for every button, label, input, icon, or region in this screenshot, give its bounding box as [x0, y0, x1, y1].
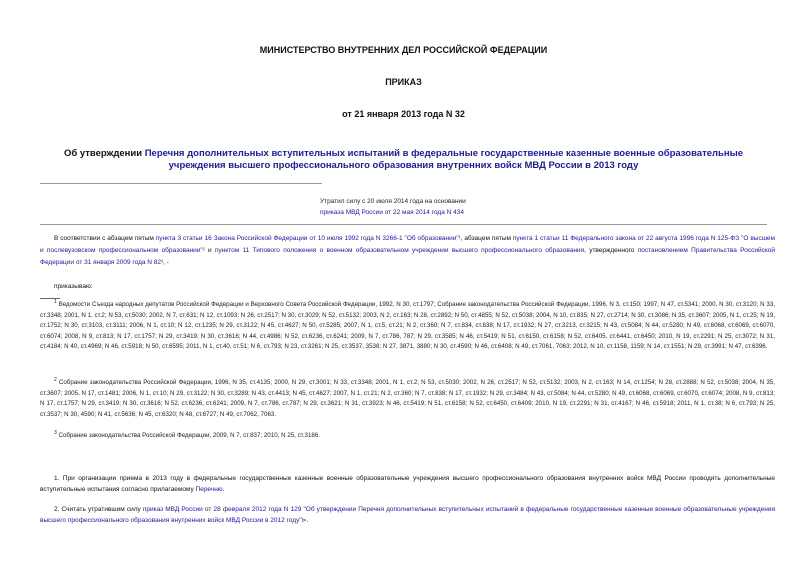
preamble-link-typical-regulation[interactable]: пунктом 11 Типового положения о военном образовательном учреждении высшего профессионального образования: [215, 247, 585, 254]
preamble-link-federal-law[interactable]: пункта 1 статьи 11 Федерального закона от 22 августа 1996 года N 125-ФЗ "О высшем и послевузовском профессиональном образовании": [40, 235, 775, 254]
footnote-number-icon: 2: [54, 376, 57, 383]
paragraph-1-end: .: [222, 486, 225, 493]
title-divider: [40, 183, 322, 184]
preamble-link-education-law[interactable]: пункта 3 статьи 16 Закона Российской Федерации от 10 июля 1992 года N 3266-1 "Об образовании": [155, 235, 459, 242]
status-note-text: Утратил силу с 20 июля 2014 года на основании: [320, 198, 466, 205]
orders-word: приказываю:: [54, 283, 93, 290]
preamble-link-government-decree[interactable]: постановлением Правительства Российской Федерации от 31 января 2009 года N 82: [40, 247, 775, 266]
footnote-number-icon: 3: [54, 429, 57, 436]
title-prefix: Об утверждении: [63, 148, 145, 159]
paragraph-2-end: .: [306, 517, 309, 524]
preamble-text-5: , -: [163, 259, 169, 266]
paragraph-2-text: 2. Считать утратившим силу: [54, 506, 143, 513]
preamble-text-2: , абзацем пятым: [460, 235, 513, 242]
status-note-link[interactable]: приказа МВД России от 22 мая 2014 года N 434: [320, 209, 464, 216]
paragraph-1-text: 1. При организации приема в 2013 году в федеральные государственные казенные военные образовательные учреждения высшего профессионального образования внутренних войск МВД России проводить дополнительные вступительные испытания согласно прилагаемому: [40, 475, 775, 493]
document-title: [40, 148, 767, 172]
footnote-1: [40, 300, 775, 353]
info-marker-icon: ⊳: [301, 518, 307, 524]
footnote-2-text: Собрание законодательства Российской Федерации, 1996, N 35, ст.4135; 2000, N 29, ст.3001; N 33, ст.3348; 2001, N 1, ст.2; N 53, ст.5030; 2002, N 26, ст.2517; N 52, ст.5132; 2003, N 2, ст.163; N 14, ст.1254; N 28, ст.2888; N 52, ст.5038; 2004, N 35, ст.3607; 2005, N 17, ст.1481; 2006, N 1, ст.10; N 29, ст.3122; N 30, ст.3289; N 43, ст.4413; N 45, ст.4627; 2007, N 1, ст.21; N 2, ст.360; N 7, ст.838; N 17, ст.1932; N 29, ст.3484; N 43, ст.5084; N 44, ст.5280; N 49, ст.6068, ст.6069, ст.6070, ст.6074; 2008, N 9, ст.813; N 17, ст.1757; N 29, ст.3419; N 30, ст.3616; N 52, ст.6236, ст.6241; 2009, N 7, ст.786, ст.787; N 29, ст.3621; N 31, ст.3923; N 46, ст.5419; N 51, ст.6158; N 52, ст.6450, ст.6409; 2010, N 19, ст.2291; N 31, ст.4167; N 46, ст.5918; 2011, N 1, ст.38; N 6, ст.793; N 25, ст.3537; N 30, 4590; N 41, ст.5636; N 45, ст.6320; N 48, ст.6727; N 49, ст.7062, 7063.: [40, 379, 775, 418]
document-type-heading: ПРИКАЗ: [385, 77, 422, 87]
status-note: [320, 196, 760, 218]
footnote-divider: [40, 298, 60, 299]
footnote-number-icon: 1: [54, 298, 57, 305]
preamble-paragraph: [40, 233, 775, 269]
appendix-list-link[interactable]: Перечню: [195, 486, 223, 493]
document-date: от 21 января 2013 года N 32: [342, 109, 465, 119]
footnote-marker-icon: ²: [202, 248, 205, 254]
footnote-marker-icon: ¹: [458, 236, 461, 242]
title-link[interactable]: Перечня дополнительных вступительных испытаний в федеральные государственные казенные военные образовательные учреждения высшего профессионального образования внутренних войск МВД России в 2013 году: [144, 148, 744, 171]
footnote-3-text: Собрание законодательства Российской Федерации, 2009, N 7, ст.837; 2010, N 25, ст.3186.: [58, 432, 321, 439]
preamble-text-4: , утвержденного: [584, 247, 638, 254]
footnote-2: [40, 378, 775, 420]
footnote-3: [40, 431, 775, 442]
preamble-text-1: В соответствии с абзацем пятым: [54, 235, 156, 242]
status-divider: [40, 224, 767, 225]
footnote-1-text: Ведомости Съезда народных депутатов Российской Федерации и Верховного Совета Российской Федерации, 1992, N 30, ст.1797; Собрание законодательства Российской Федерации, 1996, N 3, ст.150; 1997, N 47, ст.5341; 2000, N 30, ст.3120; N 33, ст.3348; 2001, N 1, ст.2; N 53, ст.5030; 2002, N 7, ст.631; N 12, ст.1093; N 26, ст.2517; N 30, ст.3029; N 52, ст.5132; 2003, N 2, ст.163; N 28, ст.2892; N 50, ст.4855; N 52, ст.5038; 2004, N 10, ст.835; N 27, ст.2714; N 30, ст.3086; N 35, ст.3607; 2005, N 1, ст.25; N 19, ст.1752; N 30, ст.3103, ст.3111; 2006, N 1, ст.10; N 12, ст.1235; N 29, ст.3122; N 45, ст.4627; N 50, ст.5285; 2007, N 1, ст.5, ст.21; N 2, ст.360; N 7, ст.834, ст.838; N 17, ст.1932; N 27, ст.3213, ст.3215; N 43, ст.5084; N 44, ст.5280; N 49, ст.6068, ст.6069, ст.6070, ст.6074; 2008, N 9, ст.813; N 17, ст.1757; N 29, ст.3419; N 30, ст.3616; N 44, ст.4986; N 52, ст.6236, ст.6241; 2009, N 7, ст.786, 787; N 29, ст.3585; N 46, ст.5419; N 51, ст.6150, ст.6158; N 52, ст.6405, ст.6441, ст.6450; 2010, N 19, ст.2291; N 25, ст.3072; N 31, ст.4184; N 40, ст.4969; N 46, ст.5918; N 50, ст.6595; 2011, N 1, ст.40, ст.51; N 6, ст.793; N 23, ст.3261; N 25, ст.3537, 3538; N 27, 3871, 3880; N 30, ст.4590; N 46, ст.6408; N 49, ст.7061, 7063; 2012, N 10, ст.1158, 1159; N 14, ст.1551; N 29, ст.3991; N 47, ст.6396.: [40, 301, 775, 350]
ministry-heading: МИНИСТЕРСТВО ВНУТРЕННИХ ДЕЛ РОССИЙСКОЙ ФЕДЕРАЦИИ: [259, 45, 548, 55]
footnote-marker-icon: ³: [161, 260, 164, 266]
preamble-text-3: и: [204, 247, 215, 254]
order-paragraph-1: [40, 473, 775, 495]
order-paragraph-2: [40, 504, 775, 527]
repealed-order-link[interactable]: приказ МВД России от 28 февраля 2012 года N 129 "Об утверждении Перечня дополнительных вступительных испытаний в федеральные государственные казенные военные образовательные учреждения высшего профессионального образования внутренних войск МВД России в 2012 году": [40, 506, 775, 524]
